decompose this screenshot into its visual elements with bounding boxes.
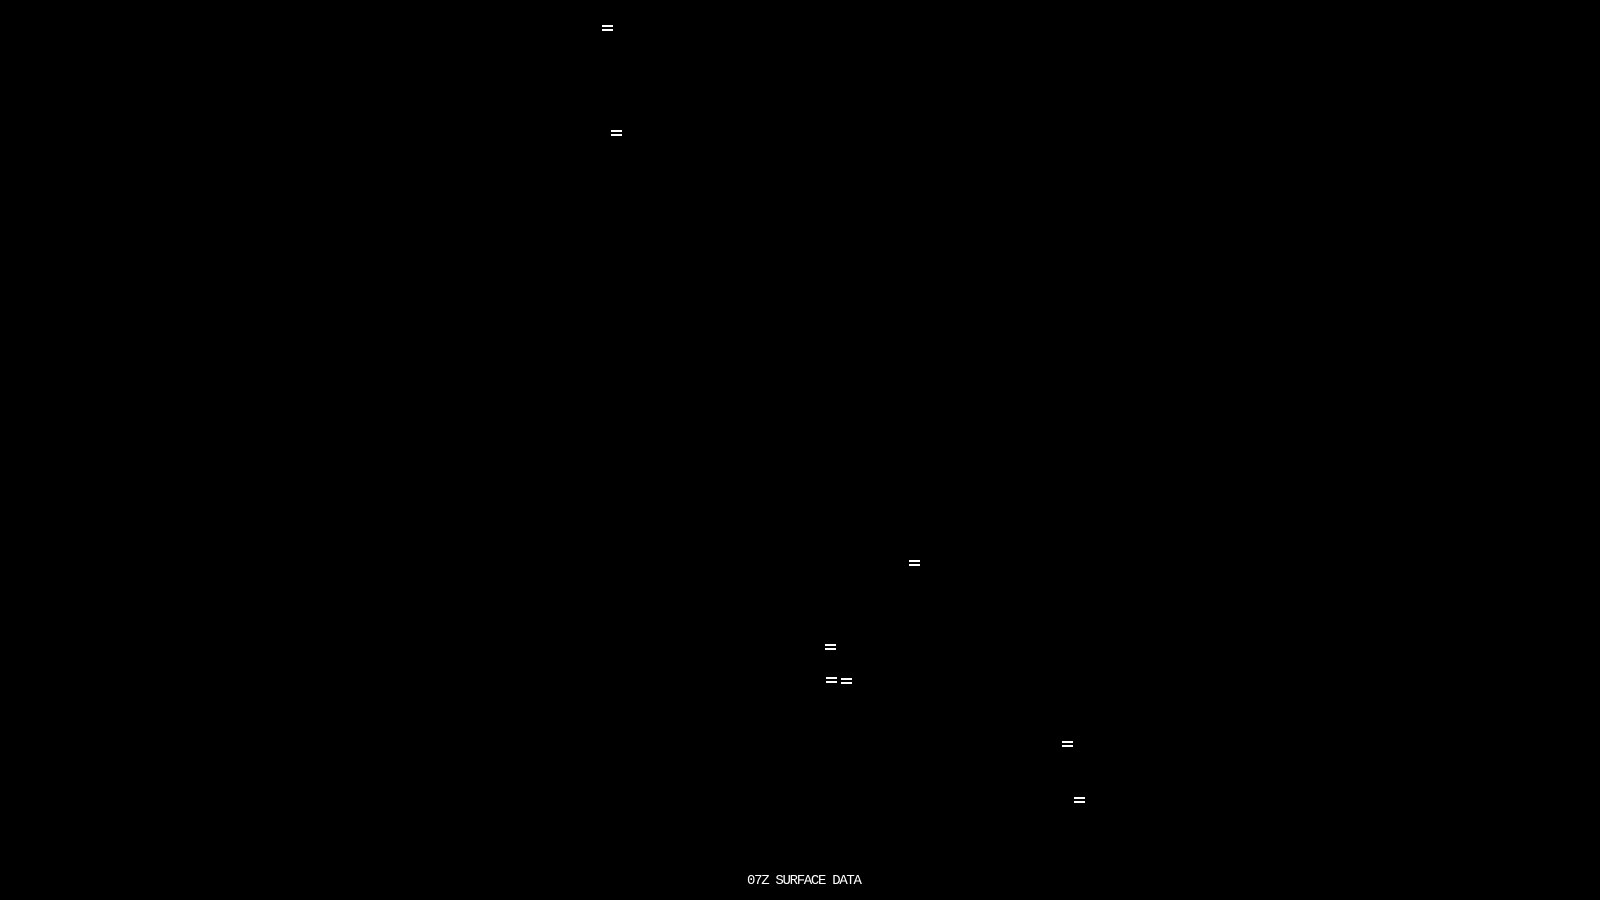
- mist-fog-icon: [1062, 741, 1073, 747]
- mist-fog-icon: [909, 560, 920, 566]
- mist-fog-icon: [602, 25, 613, 31]
- mist-fog-icon-bottom-bar: [825, 648, 836, 650]
- mist-fog-icon-top-bar: [1062, 741, 1073, 743]
- mist-fog-icon: [826, 677, 837, 683]
- mist-fog-icon-top-bar: [841, 678, 852, 680]
- mist-fog-icon-bottom-bar: [841, 682, 852, 684]
- mist-fog-icon-bottom-bar: [602, 29, 613, 31]
- mist-fog-icon-bottom-bar: [909, 564, 920, 566]
- mist-fog-icon-bottom-bar: [1074, 801, 1085, 803]
- plot-title: 07Z SURFACE DATA: [747, 873, 861, 889]
- mist-fog-icon-top-bar: [611, 130, 622, 132]
- mist-fog-icon-top-bar: [825, 644, 836, 646]
- mist-fog-icon-top-bar: [602, 25, 613, 27]
- mist-fog-icon-bottom-bar: [826, 681, 837, 683]
- mist-fog-icon-bottom-bar: [611, 134, 622, 136]
- mist-fog-icon-top-bar: [826, 677, 837, 679]
- mist-fog-icon: [611, 130, 622, 136]
- mist-fog-icon-top-bar: [909, 560, 920, 562]
- mist-fog-icon-bottom-bar: [1062, 745, 1073, 747]
- mist-fog-icon: [1074, 797, 1085, 803]
- mist-fog-icon: [841, 678, 852, 684]
- mist-fog-icon-top-bar: [1074, 797, 1085, 799]
- mist-fog-icon: [825, 644, 836, 650]
